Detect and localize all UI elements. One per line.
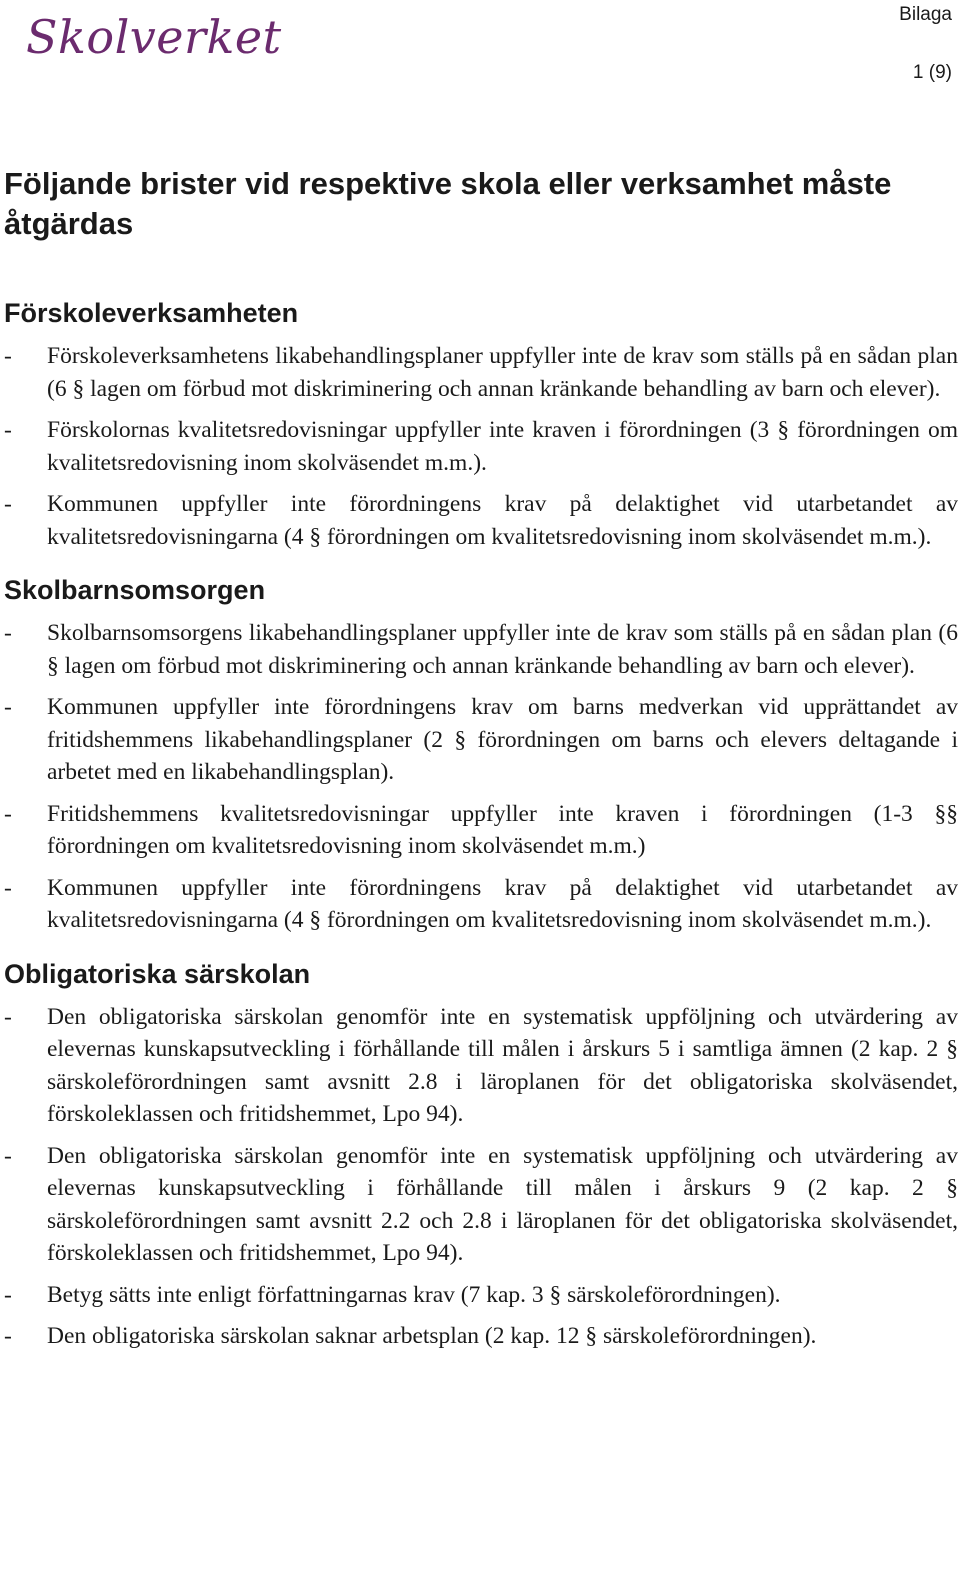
section-forskoleverksamheten — [4, 296, 958, 553]
document-title: Följande brister vid respektive skola eller verksamhet måste åtgärdas — [4, 166, 892, 241]
deficiency-list — [4, 617, 958, 937]
list-item-text: Betyg sätts inte enligt författningarnas krav (7 kap. 3 § särskoleförordningen). — [47, 1281, 781, 1308]
list-item-text: Den obligatoriska särskolan genomför inte en systematisk uppföljning och utvärdering av elevernas kunskapsutveckling i förhållande till målen i årskurs 5 i samtliga ämnen (2 kap. 2 § särskoleförordningen samt avsnitt 2.8 i läroplanen för det obligatoriska skolväsendet, förskoleklassen och fritidshemmet, Lpo 94). — [47, 1003, 958, 1127]
list-item: - Fritidshemmens kvalitetsredovisningar uppfyller inte kraven i förordningen (1-3 §§ förordningen om kvalitetsredovisning inom skolväsendet m.m.) — [4, 800, 958, 859]
list-item-text: Kommunen uppfyller inte förordningens krav på delaktighet vid utarbetandet av kvalitetsredovisningarna (4 § förordningen om kvalitetsredovisning inom skolväsendet m.m.). — [47, 491, 958, 550]
section-obligatoriska-sarskolan — [4, 957, 958, 1353]
list-item: - Förskoleverksamhetens likabehandlingsplaner uppfyller inte de krav som ställs på en sådan plan (6 § lagen om förbud mot diskriminering och annan kränkande behandling av barn och elever). — [4, 343, 958, 402]
deficiency-list — [4, 340, 958, 553]
list-item: - Skolbarnsomsorgens likabehandlingsplaner uppfyller inte de krav som ställs på en sådan plan (6 § lagen om förbud mot diskriminering och annan kränkande behandling av barn och elever). — [4, 620, 958, 679]
list-item: - Den obligatoriska särskolan genomför inte en systematisk uppföljning och utvärdering av elevernas kunskapsutveckling i förhållande till målen i årskurs 9 (2 kap. 2 § särskoleförordningen samt avsnitt 2.2 och 2.8 i läroplanen för det obligatoriska skolväsendet, förskoleklassen och fritidshemmet, Lpo 94). — [4, 1142, 958, 1266]
list-item-text: Skolbarnsomsorgens likabehandlingsplaner uppfyller inte de krav som ställs på en sådan plan (6 § lagen om förbud mot diskriminering och annan kränkande behandling av barn och elever). — [47, 620, 958, 679]
page-number: 1 (9) — [912, 62, 952, 83]
list-item: - Kommunen uppfyller inte förordningens krav på delaktighet vid utarbetandet av kvalitetsredovisningarna (4 § förordningen om kvalitetsredovisning inom skolväsendet m.m.). — [4, 491, 958, 550]
list-item: - Förskolornas kvalitetsredovisningar uppfyller inte kraven i förordningen (3 § förordningen om kvalitetsredovisning inom skolväsendet m.m.). — [4, 417, 958, 476]
section-heading: Obligatoriska särskolan — [4, 958, 311, 989]
skolverket-logo: Skolverket — [26, 10, 282, 64]
list-item: - Betyg sätts inte enligt författningarnas krav (7 kap. 3 § särskoleförordningen). — [4, 1281, 781, 1308]
section-heading: Förskoleverksamheten — [4, 298, 299, 328]
document-body — [4, 164, 958, 1373]
list-item: - Kommunen uppfyller inte förordningens krav på delaktighet vid utarbetandet av kvalitetsredovisningarna (4 § förordningen om kvalitetsredovisning inom skolväsendet m.m.). — [4, 874, 958, 933]
list-item-text: Den obligatoriska särskolan saknar arbetsplan (2 kap. 12 § särskoleförordningen). — [47, 1323, 817, 1349]
list-item-text: Förskoleverksamhetens likabehandlingsplaner uppfyller inte de krav som ställs på en sådan plan (6 § lagen om förbud mot diskriminering och annan kränkande behandling av barn och elever). — [47, 343, 958, 402]
list-item-text: Kommunen uppfyller inte förordningens krav på delaktighet vid utarbetandet av kvalitetsredovisningarna (4 § förordningen om kvalitetsredovisning inom skolväsendet m.m.). — [47, 874, 958, 933]
attachment-label: Bilaga — [899, 4, 952, 25]
section-skolbarnsomsorgen — [4, 573, 958, 937]
list-item: - Kommunen uppfyller inte förordningens krav om barns medverkan vid upprättandet av fritidshemmens likabehandlingsplaner (2 § förordningen om barns och elevers deltagande i arbetet med en likabehandlingsplan). — [4, 694, 958, 785]
section-heading: Skolbarnsomsorgen — [4, 575, 266, 605]
list-item: - Den obligatoriska särskolan genomför inte en systematisk uppföljning och utvärdering av elevernas kunskapsutveckling i förhållande till målen i årskurs 5 i samtliga ämnen (2 kap. 2 § särskoleförordningen samt avsnitt 2.8 i läroplanen för det obligatoriska skolväsendet, förskoleklassen och fritidshemmet, Lpo 94). — [4, 1003, 958, 1127]
list-item-text: Den obligatoriska särskolan genomför inte en systematisk uppföljning och utvärdering av elevernas kunskapsutveckling i förhållande till målen i årskurs 9 (2 kap. 2 § särskoleförordningen samt avsnitt 2.2 och 2.8 i läroplanen för det obligatoriska skolväsendet, förskoleklassen och fritidshemmet, Lpo 94). — [47, 1142, 958, 1266]
deficiency-list — [4, 1001, 958, 1353]
list-item: - Den obligatoriska särskolan saknar arbetsplan (2 kap. 12 § särskoleförordningen). — [4, 1323, 817, 1349]
list-item-text: Förskolornas kvalitetsredovisningar uppfyller inte kraven i förordningen (3 § förordningen om kvalitetsredovisning inom skolväsendet m.m.). — [47, 417, 958, 476]
list-item-text: Kommunen uppfyller inte förordningens krav om barns medverkan vid upprättandet av fritidshemmens likabehandlingsplaner (2 § förordningen om barns och elevers deltagande i arbetet med en likabehandlingsplan). — [47, 694, 958, 785]
list-item-text: Fritidshemmens kvalitetsredovisningar uppfyller inte kraven i förordningen (1-3 §§ förordningen om kvalitetsredovisning inom skolväsendet m.m.) — [47, 800, 958, 859]
